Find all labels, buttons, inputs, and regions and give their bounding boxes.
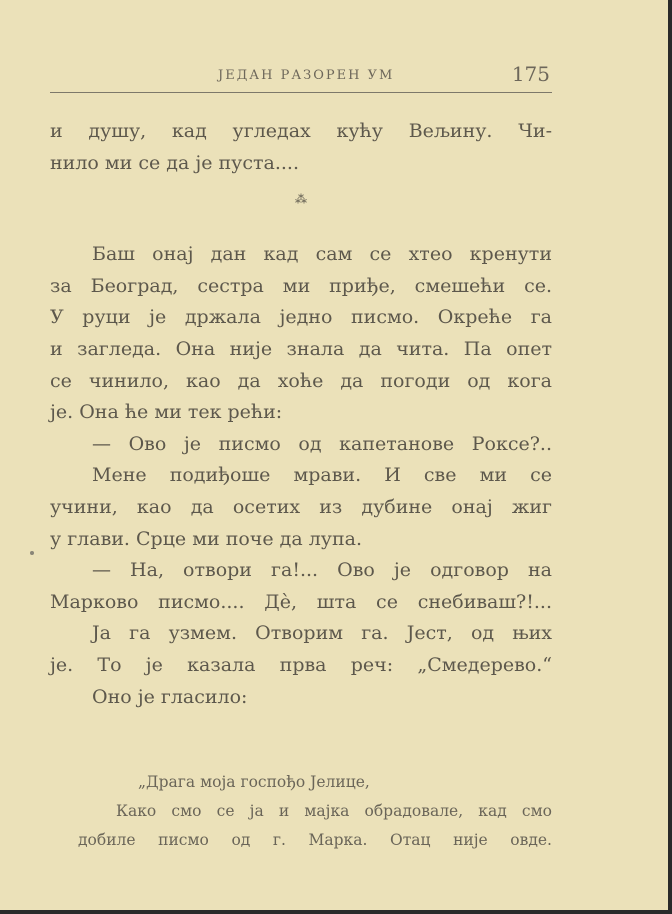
text-line: учини, као да осетих из дубине онај жиг <box>50 495 552 518</box>
text-line: и душу, кад угледах кућу Вељину. Чи- <box>50 120 552 142</box>
running-title: ЈЕДАН РАЗОРЕН УМ <box>218 68 395 83</box>
text-line: је. Она ће ми тек рећи: <box>50 401 283 424</box>
text-line: У руци је држала једно писмо. Окреће га <box>50 306 552 329</box>
text-line: се чинило, као да хоће да погоди од кога <box>50 369 552 392</box>
text-line: и загледа. Она није знала да чита. Па опет <box>50 337 552 360</box>
letter-line: добиле писмо од г. Марка. Отац није овде. <box>78 831 552 849</box>
scan-edge-right <box>668 0 672 914</box>
text-line: Мене подиђоше мрави. И све ми се <box>92 464 552 487</box>
text-line: нило ми се да је пуста.... <box>50 151 300 174</box>
text-line: Марково писмо.... Дѐ, шта се снебиваш?!... <box>50 590 552 613</box>
text-line: Оно је гласило: <box>92 685 248 708</box>
text-line: — Ово је писмо од капетанове Роксе?.. <box>92 432 552 455</box>
page-body <box>50 116 552 713</box>
page-header <box>50 62 550 88</box>
margin-mark <box>30 551 34 555</box>
letter-line: Како смо се ја и мајка обрадовале, кад смо <box>116 802 552 820</box>
header-rule <box>50 92 552 93</box>
scan-edge-bottom <box>0 910 672 914</box>
text-line: Баш онај дан кад сам се хтео кренути <box>92 243 552 266</box>
page-number: 175 <box>511 62 550 86</box>
text-line: Ја га узмем. Отворим га. Јест, од њих <box>92 622 552 645</box>
section-ornament: ⁂ <box>295 192 307 207</box>
letter-salutation: „Драга моја госпођо Јелице, <box>138 773 370 791</box>
text-line: у глави. Срце ми поче да лупа. <box>50 527 362 550</box>
letter-quote <box>78 768 552 855</box>
text-line: — На, отвори га!... Ово је одговор на <box>92 559 552 582</box>
text-line: је. То је казала прва реч: „Смедерево.“ <box>50 653 552 676</box>
text-line: за Београд, сестра ми приђе, смешећи се. <box>50 274 552 297</box>
